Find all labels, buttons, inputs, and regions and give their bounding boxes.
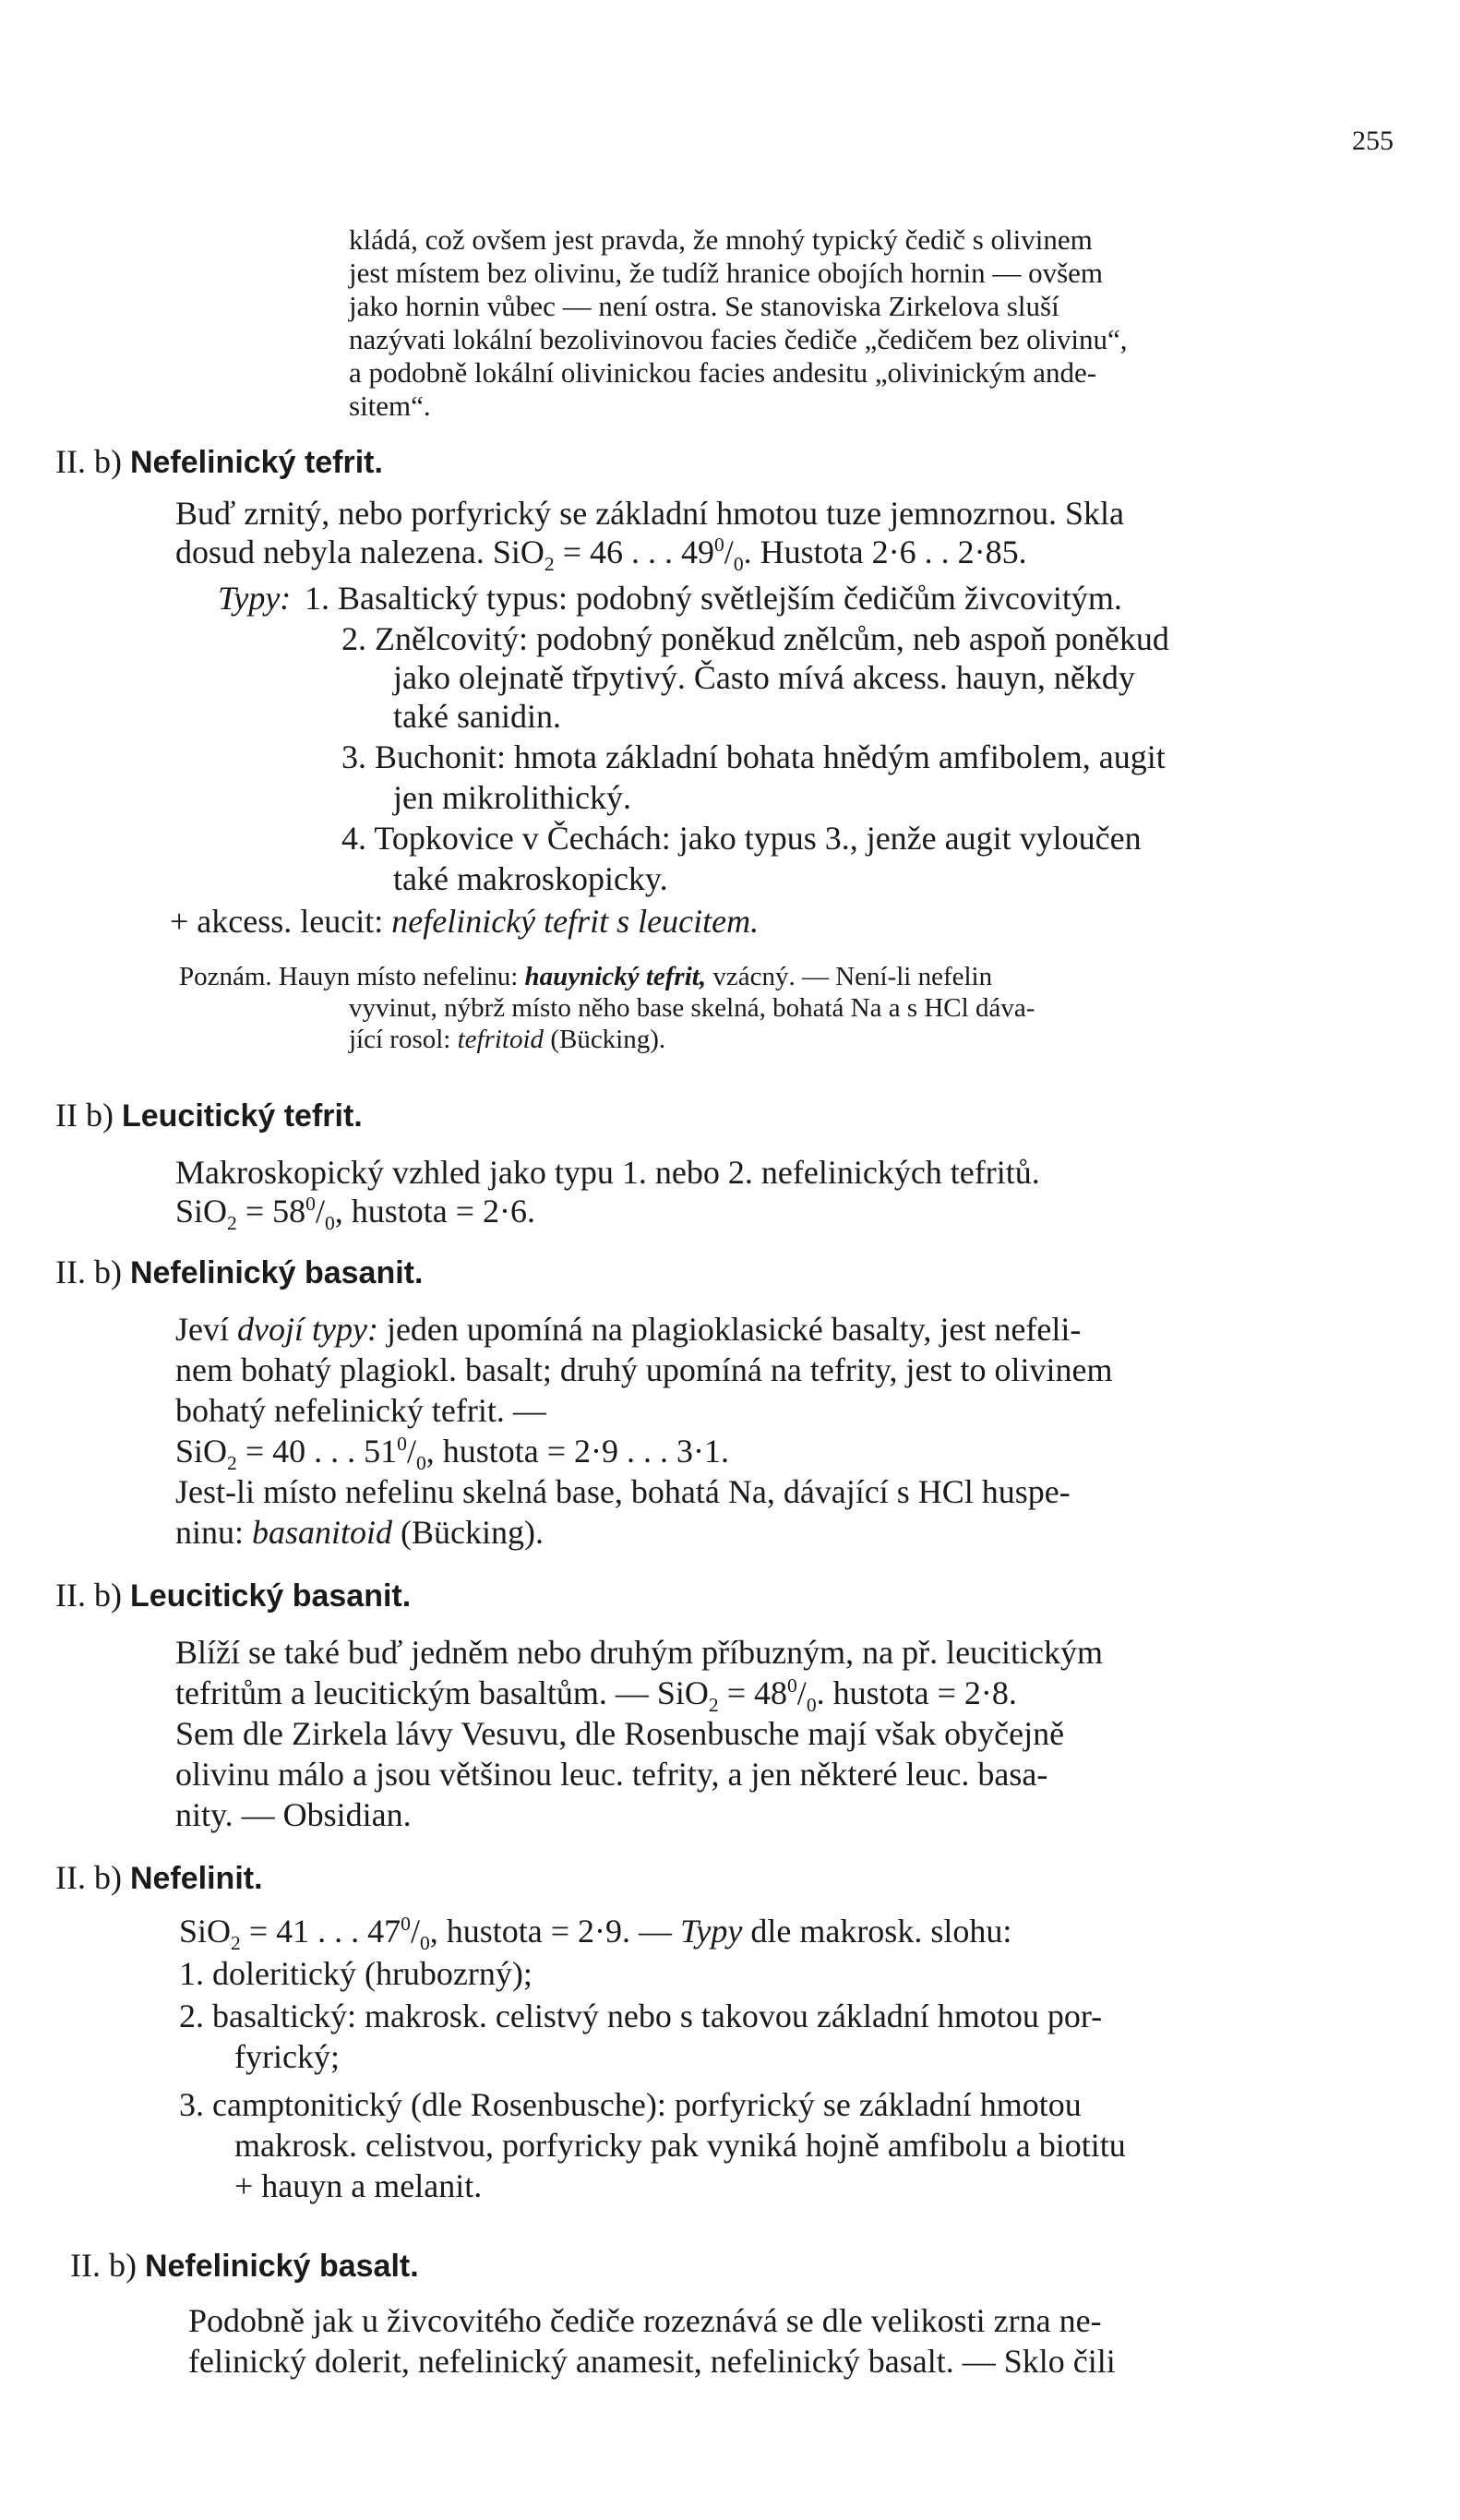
- list-item-2: 2. basaltický: makrosk. celistvý nebo s takovou základní hmotou por-: [179, 1998, 1103, 2034]
- page-number: 255: [1352, 126, 1394, 156]
- intro-line-5: a podobně lokální olivinickou facies andesitu „olivinickým ande-: [349, 356, 1097, 389]
- text-line-sio2: dosud nebyla nalezena. SiO$_2$ = 46 . . . $49^0/_0$. Hustota 2·6 . . 2·85.: [175, 534, 1027, 576]
- section-heading-nefelinicky-basanit: [55, 1255, 423, 1289]
- text-line: nity. — Obsidian.: [175, 1796, 412, 1833]
- text-line: olivinu málo a jsou většinou leuc. tefrity, a jen některé leuc. basa-: [175, 1756, 1048, 1793]
- type-item-4-cont: také makroskopicky.: [393, 860, 668, 897]
- section-number: II. b): [55, 1859, 122, 1896]
- accessory-line: + akcess. leucit: nefelinický tefrit s leucitem.: [170, 903, 760, 940]
- text-line: nem bohatý plagiokl. basalt; druhý upomíná na tefrity, jest to olivinem: [175, 1351, 1113, 1388]
- text-line-sio2: $SiO_2 = 58^0/_0$, hustota = 2·6.: [175, 1193, 536, 1235]
- section-number: II. b): [55, 1577, 122, 1614]
- intro-line-4: nazývati lokální bezolivinovou facies čediče „čedičem bez olivinu“,: [349, 323, 1128, 355]
- type-item-3-cont: jen mikrolithický.: [393, 779, 631, 816]
- section-title: Nefelinický basanit.: [129, 1255, 424, 1290]
- text-line: Blíží se také buď jedněm nebo druhým příbuzným, na př. leucitickým: [175, 1634, 1104, 1671]
- text-line: felinický dolerit, nefelinický anamesit, nefelinický basalt. — Sklo čili: [188, 2343, 1116, 2380]
- type-item-2-cont: také sanidin.: [393, 698, 561, 735]
- section-number: II b): [55, 1097, 114, 1134]
- text-line-sio2: SiO$_2$ = 40 . . . $51^0/_0$, hustota = 2·9 . . . 3·1.: [175, 1433, 730, 1475]
- type-item-4: 4. Topkovice v Čechách: jako typus 3., jenže augit vyloučen: [341, 820, 1142, 857]
- section-heading-leuciticky-tefrit: [55, 1098, 363, 1132]
- intro-line-1: kládá, což ovšem jest pravda, že mnohý typický čedič s olivinem: [349, 223, 1093, 256]
- list-item-2-cont: fyrický;: [234, 2038, 340, 2075]
- text-line: Jest-li místo nefelinu skelná base, bohatá Na, dávající s HCl huspe-: [175, 1473, 1071, 1510]
- type-item-2-cont: jako olejnatě třpytivý. Často mívá akcess. hauyn, někdy: [393, 659, 1135, 696]
- section-title: Nefelinický tefrit.: [129, 445, 383, 480]
- text-line: bohatý nefelinický tefrit. —: [175, 1392, 546, 1429]
- intro-line-2: jest místem bez olivinu, že tudíž hranice obojích hornin — ovšem: [349, 257, 1104, 289]
- intro-line-6: sitem“.: [349, 390, 431, 422]
- note-line-1: Poznám. Hauyn místo nefelinu: hauynický tefrit, vzácný. — Není-li nefelin: [179, 962, 993, 991]
- section-title: Nefelinický basalt.: [144, 2249, 419, 2284]
- type-item-2: 2. Znělcovitý: podobný poněkud znělcům, neb aspoň poněkud: [341, 620, 1169, 657]
- text-line: Makroskopický vzhled jako typu 1. nebo 2. nefelinických tefritů.: [175, 1154, 1040, 1191]
- type-item-3: 3. Buchonit: hmota základní bohata hnědým amfibolem, augit: [341, 738, 1166, 775]
- section-number: II. b): [70, 2247, 137, 2284]
- text-line: ninu: basanitoid (Bücking).: [175, 1514, 544, 1551]
- section-number: II. b): [55, 443, 122, 480]
- note-line-2: vyvinut, nýbrž místo něho base skelná, bohatá Na a s HCl dáva-: [349, 993, 1035, 1023]
- type-item-1: 1. Basaltický typus: podobný světlejším čedičům živcovitým.: [305, 580, 1122, 617]
- list-item-3: 3. camptonitický (dle Rosenbusche): porfyrický se základní hmotou: [179, 2086, 1082, 2123]
- note-line-3: jící rosol: tefritoid (Bücking).: [349, 1025, 666, 1054]
- section-title: Leucitický basanit.: [129, 1578, 412, 1614]
- intro-line-3: jako hornin vůbec — není ostra. Se stanoviska Zirkelova sluší: [349, 290, 1059, 322]
- section-heading-nefelinicky-basalt: [70, 2249, 419, 2282]
- text-line: Jeví dvojí typy: jeden upomíná na plagioklasické basalty, jest nefeli-: [175, 1311, 1082, 1348]
- section-title: Nefelinit.: [129, 1861, 263, 1896]
- section-title: Leucitický tefrit.: [121, 1098, 363, 1134]
- text-line: Podobně jak u živcovitého čediče rozeznává se dle velikosti zrna ne-: [188, 2302, 1102, 2339]
- text-line-sio2: SiO$_2$ = 41 . . . $47^0/_0$, hustota = 2·9. — Typy dle makrosk. slohu:: [179, 1913, 1012, 1955]
- text-line: Sem dle Zirkela lávy Vesuvu, dle Rosenbusche mají však obyčejně: [175, 1715, 1065, 1752]
- list-item-1: 1. doleritický (hrubozrný);: [179, 1955, 533, 1992]
- section-heading-nefelinicky-tefrit: [55, 445, 383, 478]
- list-item-3-cont: + hauyn a melanit.: [234, 2167, 483, 2204]
- list-item-3-cont: makrosk. celistvou, porfyricky pak vyniká hojně amfibolu a biotitu: [234, 2127, 1126, 2164]
- section-number: II. b): [55, 1254, 122, 1290]
- typy-label: Typy:: [218, 580, 292, 617]
- section-heading-nefelinit: [55, 1861, 263, 1894]
- section-heading-leuciticky-basanit: [55, 1578, 411, 1612]
- text-line-sio2: tefritům a leucitickým basaltům. — $SiO_2 = 48^0/_0$. hustota = 2·8.: [175, 1674, 1017, 1717]
- text-line: Buď zrnitý, nebo porfyrický se základní hmotou tuze jemnozrnou. Skla: [175, 495, 1125, 532]
